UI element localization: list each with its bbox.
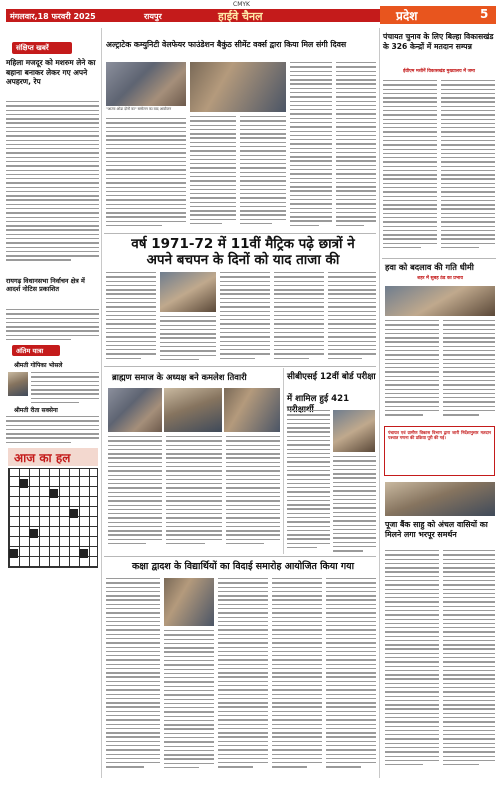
column-rule (101, 28, 102, 778)
main-body-col4 (274, 272, 324, 362)
main-body-col5 (328, 272, 376, 362)
main-body-col1 (106, 272, 156, 362)
lead-photo (106, 62, 186, 106)
puja-body-col1 (385, 550, 439, 774)
main-photo (160, 272, 216, 312)
crossword-block (19, 479, 28, 488)
cbse-body-col1 (287, 410, 330, 554)
obituary2-body (6, 416, 99, 446)
weather-body-col1 (385, 320, 439, 420)
puja-photo (385, 482, 495, 516)
obituary1-photo (8, 372, 28, 396)
brahmin-photo-3 (224, 388, 280, 432)
story-divider (104, 556, 376, 557)
farewell-body-col2 (164, 630, 214, 774)
obituary-label: अंतिम यात्रा (12, 345, 60, 356)
main-headline-line2: अपने बचपन के दिनों को याद ताजा की (146, 252, 340, 268)
crossword-block (29, 529, 38, 538)
column-rule (283, 368, 284, 554)
story-divider (104, 366, 376, 367)
brief2-body (6, 309, 99, 343)
weather-photo (385, 286, 495, 316)
weather-headline: हवा को बदलाव की गति धीमी (385, 262, 474, 272)
brand-name: हाईवे चैनल (218, 10, 263, 23)
masthead-bar (6, 9, 380, 22)
brahmin-body-col3 (226, 436, 280, 548)
main-headline-line1: वर्ष 1971-72 में 11वीं मैट्रिक पढ़े छात्रों ने (131, 236, 355, 252)
panchayat-subhead: ईवीएम मशीनेें विकासखंड मुख्यालय में जमा (403, 69, 475, 74)
brief-section-label: संक्षिप्त खबरें (12, 42, 72, 54)
issue-date: मंगलवार,18 फरवरी 2025 (10, 12, 96, 21)
weather-subhead: शहर में सुबह ठंड का प्रभाव (417, 276, 463, 281)
lead-body-col4 (290, 62, 332, 230)
lead-body-col2 (190, 116, 236, 230)
puzzle-header (8, 448, 98, 466)
obituary1-name: श्रीमती गोपिका भोसले (14, 362, 63, 369)
crossword-block (9, 549, 18, 558)
brief2-headline: रायगढ़ विधानसभा निर्वाचन क्षेत्र में आदर्श नोटिस प्रकाशित (6, 277, 85, 294)
brief1-headline: महिला मजदूर को मशरुम लेने का बहाना बनाकर लेकर गए अपने अपहरण, रेप (6, 58, 96, 87)
lead-headline: अल्ट्राटेक कम्युनिटी वेलफेयर फाउंडेशन बैकुंठ सीमेंट वर्क्स द्वारा किया मिल संगी दिवस (106, 40, 347, 49)
lead-body-col1 (106, 118, 186, 230)
city-name: रायपुर (144, 12, 162, 21)
obituary1-body (31, 372, 99, 404)
notice-box (384, 426, 495, 476)
farewell-headline: कक्षा द्वादश के विद्यार्थियों का विदाई समारोह आयोजित किया गया (131, 561, 355, 572)
crossword-block (49, 489, 58, 498)
lead-body-col3 (240, 116, 286, 230)
story-divider (104, 233, 376, 234)
crossword-block (69, 509, 78, 518)
puja-body-col2 (443, 550, 495, 774)
puzzle-title: आज का हल (14, 451, 71, 465)
section-title: प्रदेश (396, 9, 418, 23)
section-tab (380, 6, 496, 24)
brahmin-body-col1 (108, 436, 162, 548)
column-rule (379, 28, 380, 778)
obituary2-name: श्रीमती रीता सक्सेना (14, 407, 58, 414)
weather-body-col2 (443, 320, 495, 420)
registration-mark: CMYK (233, 1, 250, 8)
brahmin-body-col2 (166, 436, 222, 548)
page-number: 5 (480, 7, 489, 21)
brief1-body (6, 101, 99, 271)
main-body-col2 (160, 316, 216, 362)
farewell-body-col3 (218, 578, 268, 774)
farewell-body-col5 (326, 578, 376, 774)
lead-group-photo (190, 62, 286, 112)
panchayat-body-col2 (441, 80, 495, 256)
puja-headline: पूजा बैंक साहु को अंचल वासियों का मिलने लगा भरपूर समर्थन (385, 520, 488, 540)
brahmin-photo (108, 388, 162, 432)
cbse-photo (333, 410, 375, 452)
lead-photo-caption: "आत्मा ओडा दोनों का" सम्मेलन का बाद आयोजन (106, 107, 172, 111)
farewell-body-col1 (106, 578, 160, 774)
farewell-photo (164, 578, 214, 626)
cbse-headline-line1: सीबीएसई 12वीं बोर्ड परीक्षा (287, 372, 376, 382)
main-body-col3 (220, 272, 270, 362)
crossword-block (79, 549, 88, 558)
brahmin-headline: ब्राह्मण समाज के अध्यक्ष बने कमलेश तिवारी (112, 372, 247, 382)
cbse-body-col2 (333, 456, 376, 554)
notice-text: पंचायत एवं ग्रामीण विकास विभाग द्वारा जारी निर्देशानुसार मतदान पश्चात गणना की प्रक्रिया पूरी की गई। (388, 430, 491, 441)
story-divider (382, 258, 496, 259)
panchayat-headline: पंचायत चुनाव के लिए बिल्हा विकासखंड के 326 केन्द्रों में मतदान सम्पन्न (383, 32, 494, 51)
cbse-headline-line2: में शामिल हुई 421 (287, 394, 350, 404)
lead-body-col5 (336, 62, 376, 230)
brahmin-photo-2 (164, 388, 222, 432)
farewell-body-col4 (272, 578, 322, 774)
panchayat-body-col1 (383, 80, 437, 256)
